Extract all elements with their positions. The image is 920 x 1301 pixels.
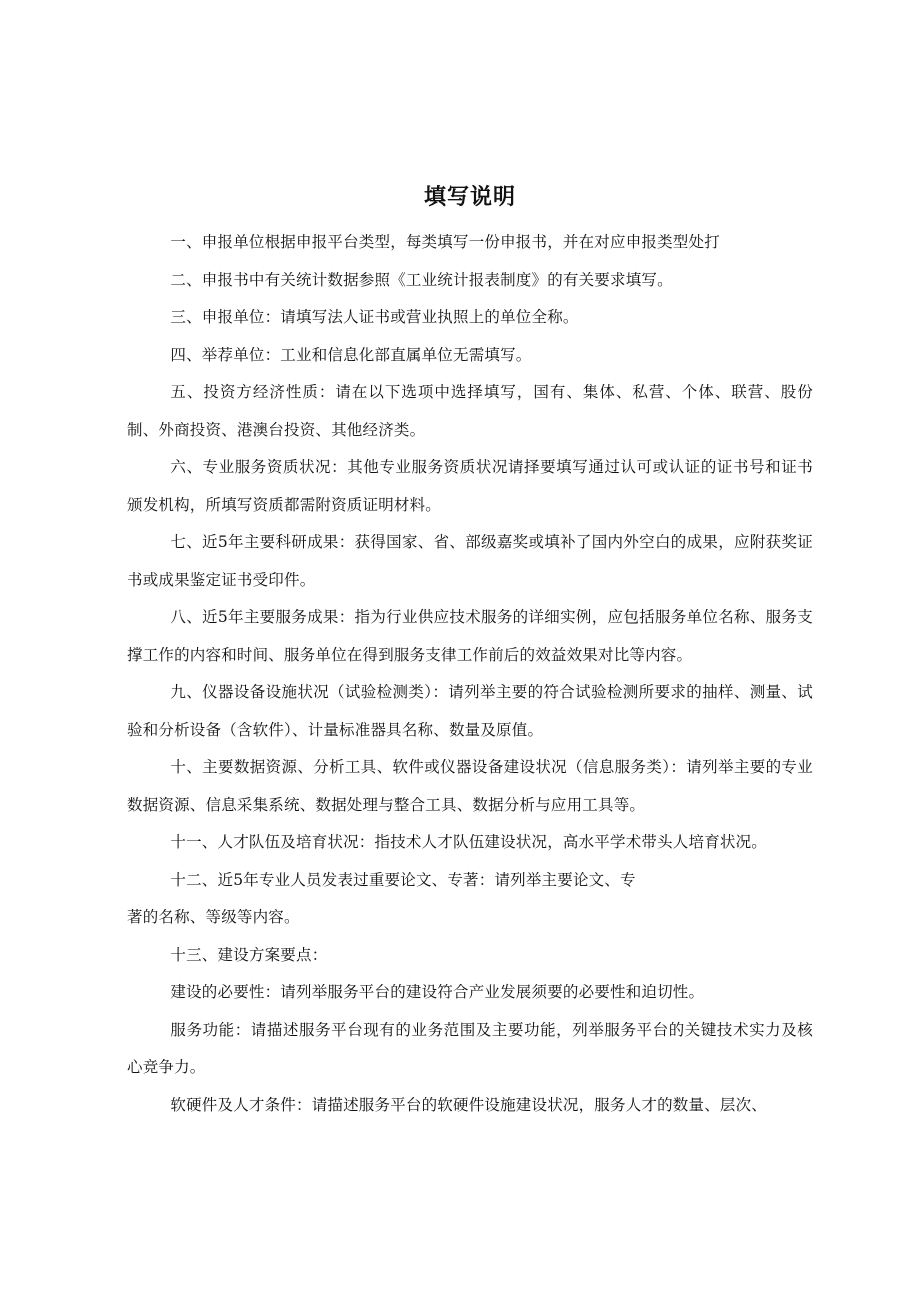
paragraph-service-function: 服务功能：请描述服务平台现有的业务范围及主要功能，列举服务平台的关键技术实力及核心竞争力。 [127,1020,813,1076]
paragraph-10: 十、主要数据资源、分析工具、软件或仪器设备建设状况（信息服务类）：请列举主要的专业数据资源、信息采集系统、数据处理与整合工具、数据分析与应用工具等。 [127,758,813,814]
paragraph-7: 七、近5年主要科研成果：获得国家、省、部级嘉奖或填补了国内外空白的成果，应附获奖证书或成果鉴定证书受印件。 [127,533,813,589]
paragraph-2: 二、申报书中有关统计数据参照《工业统计报表制度》的有关要求填写。 [170,270,673,289]
paragraph-9: 九、仪器设备设施状况（试验检测类）：请列举主要的符合试验检测所要求的抽样、测量、试验和分析设备（含软件）、计量标准器具名称、数量及原值。 [127,683,813,739]
paragraph-12-continued: 著的名称、等级等内容。 [127,908,300,926]
paragraph-11: 十一、人才队伍及培育状况：指技术人才队伍建设状况，高水平学术带头人培育状况。 [170,833,767,851]
instructions-body [127,224,813,1124]
paragraph-4: 四、举荐单位：工业和信息化部直属单位无需填写。 [170,345,532,364]
paragraph-8: 八、近5年主要服务成果：指为行业供应技术服务的详细实例，应包括服务单位名称、服务支撑工作的内容和时间、服务单位在得到服务支律工作前后的效益效果对比等内容。 [127,608,813,664]
paragraph-13: 十三、建设方案要点： [170,945,328,964]
page-title: 填写说明 [423,185,516,210]
paragraph-12: 十二、近5年专业人员发表过重要论文、专著：请列举主要论文、专 [170,870,636,889]
paragraph-5: 五、投资方经济性质：请在以下选项中选择填写，国有、集体、私营、个体、联营、股份制、外商投资、港澳台投资、其他经济类。 [127,383,813,439]
paragraph-6: 六、专业服务资质状况：其他专业服务资质状况请择要填写通过认可或认证的证书号和证书颁发机构，所填写资质都需附资质证明材料。 [127,458,813,514]
paragraph-1: 一、申报单位根据申报平台类型，每类填写一份申报书，并在对应申报类型处打 [170,233,720,251]
paragraph-3: 三、申报单位：请填写法人证书或营业执照上的单位全称。 [170,308,579,326]
paragraph-hardware-talent: 软硬件及人才条件：请描述服务平台的软硬件设施建设状况，服务人才的数量、层次、 [170,1095,767,1114]
paragraph-necessity: 建设的必要性：请列举服务平台的建设符合产业发展须要的必要性和迫切性。 [170,983,705,1001]
